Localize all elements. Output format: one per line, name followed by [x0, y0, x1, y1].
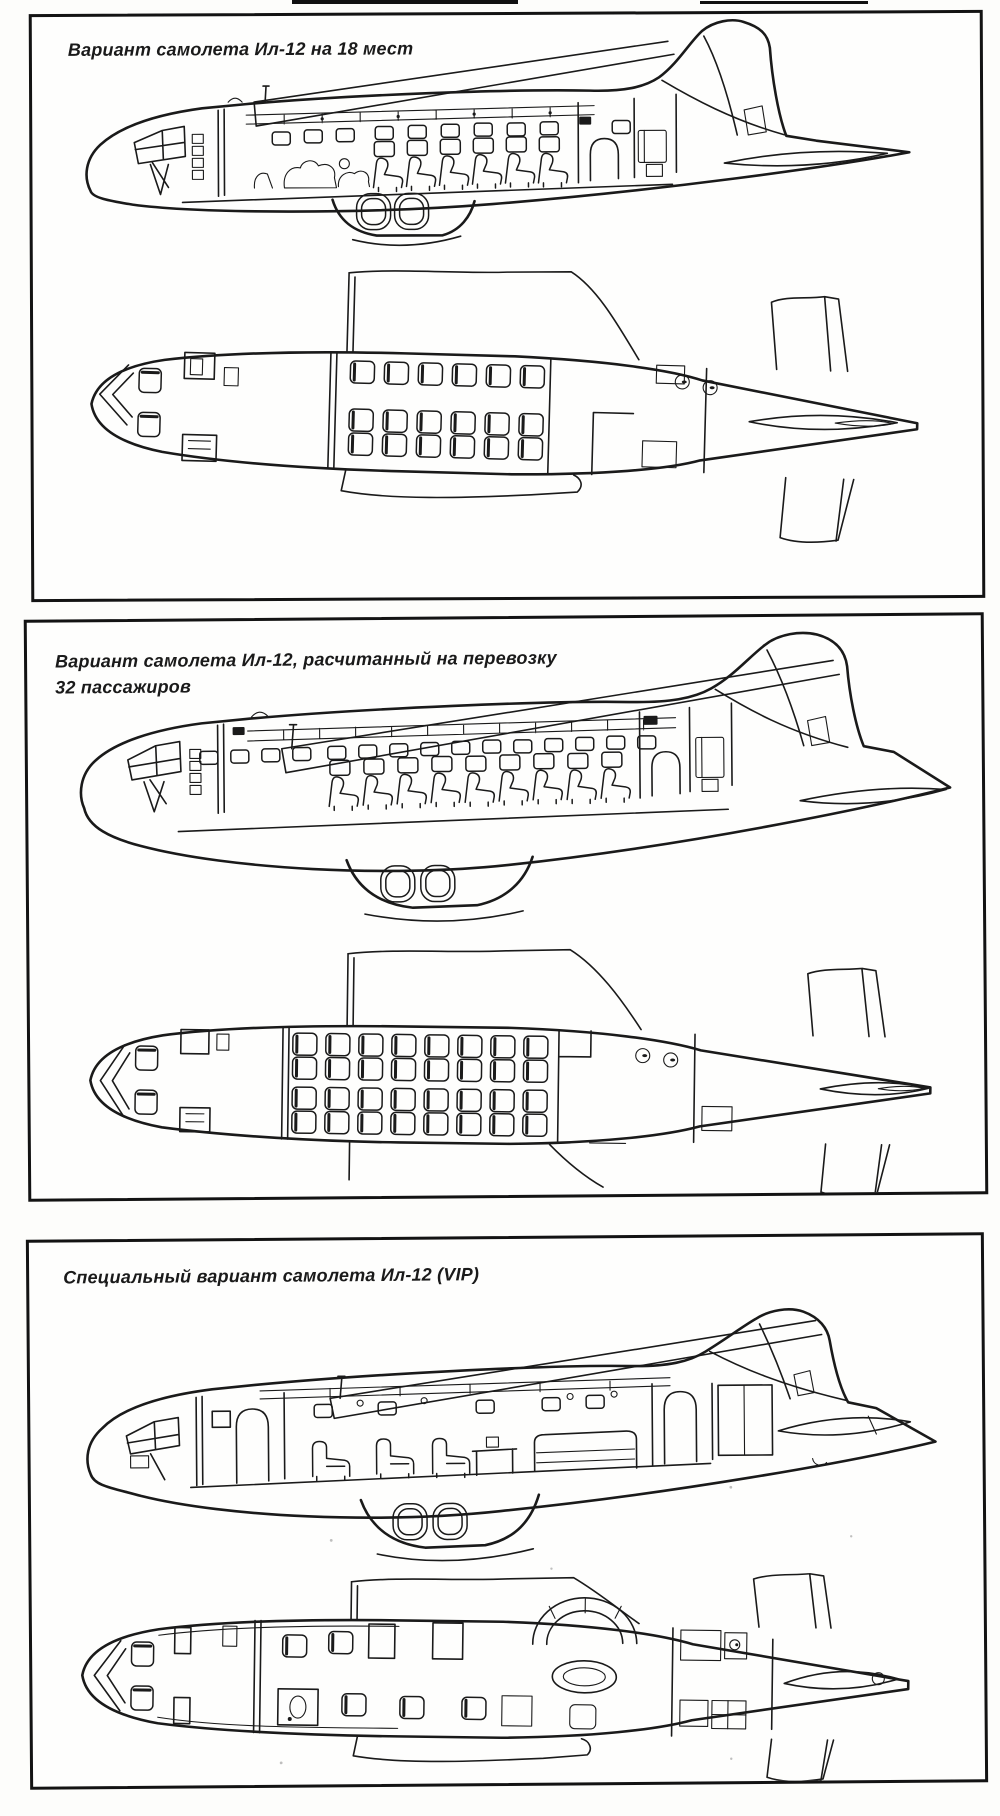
- top-plan-view: [89, 943, 932, 1197]
- trim-tab: [744, 106, 766, 135]
- il12-vip-drawing: [29, 1235, 985, 1786]
- panel-title-line2: 32 пассажиров: [55, 676, 192, 698]
- scan-artifact: [700, 1, 868, 4]
- top-plan-view: [88, 259, 921, 545]
- fuselage-plan-outline: [82, 1616, 909, 1743]
- side-cutaway-view: [86, 1308, 936, 1573]
- front-entry-door: [236, 1409, 269, 1483]
- cockpit-plan: [94, 1640, 154, 1711]
- fuselage-plan-outline: [90, 1022, 931, 1149]
- rudder-line: [760, 1324, 791, 1399]
- tailplane: [778, 1417, 910, 1435]
- vip-table-and-chairs: [432, 1400, 517, 1478]
- front-plan: [174, 1625, 237, 1724]
- rudder-line: [704, 36, 737, 135]
- lavatory-plan: [278, 1689, 318, 1726]
- scan-artifact: [292, 0, 518, 4]
- il12-18-seat-drawing: [32, 13, 983, 599]
- diagram-panel-vip-variant: [26, 1232, 988, 1790]
- rear-compartments-side: [639, 703, 732, 798]
- rear-compartments-side: [578, 94, 676, 182]
- fuselage-outline: [86, 1308, 936, 1520]
- fin-fillet: [710, 1350, 846, 1401]
- cabin-partition: [282, 1027, 289, 1139]
- passenger-seats-side: [373, 137, 567, 192]
- cabin-windows: [272, 120, 630, 145]
- side-cutaway-view: [80, 632, 951, 924]
- wing-chord-lines: [281, 660, 840, 772]
- rear-entry-door: [664, 1392, 697, 1464]
- cockpit-plan: [99, 364, 162, 437]
- cockpit-side: [128, 724, 246, 814]
- panel-title-line1: Вариант самолета Ил-12 на 18 мест: [67, 38, 414, 60]
- tail-plan: [751, 1573, 900, 1783]
- cabin-ceiling-band: [248, 718, 676, 741]
- front-galley-plan: [180, 1030, 229, 1133]
- fuselage-outline: [86, 20, 910, 213]
- cabin-partition: [328, 353, 337, 467]
- vip-chairs-plan: [282, 1621, 533, 1726]
- vip-sofa: [534, 1391, 637, 1471]
- panel-title-line1: Специальный вариант самолета Ил-12 (VIP): [63, 1264, 480, 1288]
- rear-cabin-plan: [558, 1031, 733, 1145]
- rear-wardrobe: [718, 1385, 773, 1455]
- tail-plan: [746, 295, 901, 545]
- front-window: [212, 1411, 230, 1427]
- passenger-seats-side: [329, 752, 631, 810]
- vip-club-chairs: [312, 1398, 428, 1481]
- front-galley-plan: [182, 352, 239, 461]
- engine-nacelle-and-wheels: [361, 1495, 540, 1562]
- passenger-seats-plan: [292, 1033, 548, 1136]
- cockpit-side: [134, 98, 242, 196]
- side-cutaway-view: [86, 20, 910, 247]
- tailplane: [724, 151, 887, 166]
- diagram-panel-18-seat-variant: [29, 10, 986, 602]
- curved-sofa-and-table-plan: [532, 1597, 638, 1729]
- top-plan-view: [81, 1564, 910, 1783]
- fin-fillet: [715, 688, 847, 748]
- engine-nacelle-and-wheels: [333, 193, 475, 245]
- il12-32-passenger-drawing: [27, 615, 985, 1198]
- passenger-seats-plan: [348, 361, 544, 460]
- forward-baggage: [254, 159, 369, 189]
- cockpit-side: [126, 1396, 203, 1486]
- diagram-panel-32-passenger-variant: [24, 612, 989, 1202]
- tailplane: [800, 788, 946, 804]
- cabin-floor: [178, 809, 728, 831]
- tail-plan: [805, 968, 930, 1197]
- panel-title-line1: Вариант самолета Ил-12, расчитанный на перевозку: [54, 647, 557, 672]
